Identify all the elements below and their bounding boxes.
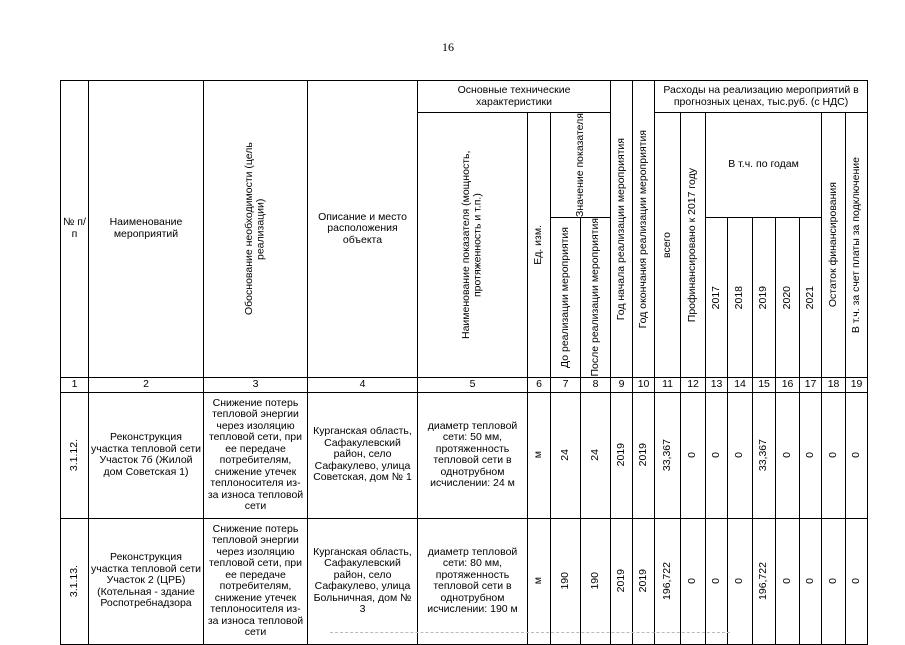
row-name: Реконструкция участка тепловой сети Участок 7б (Жилой дом Советская 1) [89, 392, 204, 518]
th-tech-group: Основные технические характеристики [418, 81, 611, 113]
row-year-end: 2019 [633, 392, 655, 518]
measures-table [60, 80, 868, 645]
row-2018: 0 [728, 392, 753, 518]
col-number: 12 [681, 377, 706, 392]
col-number: 19 [846, 377, 868, 392]
th-2018: 2018 [728, 217, 753, 377]
table-row [61, 392, 868, 518]
col-number: 15 [753, 377, 776, 392]
th-value-group: Значение показателя [551, 113, 611, 218]
col-number: 16 [776, 377, 800, 392]
page-bottom-rule [330, 632, 730, 634]
col-number: 9 [611, 377, 633, 392]
row-justification: Снижение потерь тепловой энергии через изоляцию тепловой сети, при ее передаче потребителям, снижение утечек теплоносителя из-за износа тепловой сети [204, 518, 308, 644]
th-year-end: Год окончания реализации мероприятия [633, 81, 655, 378]
row-remainder: 0 [822, 518, 846, 644]
row-2020: 0 [776, 518, 800, 644]
row-before: 190 [551, 518, 581, 644]
col-number: 2 [89, 377, 204, 392]
th-2019: 2019 [753, 217, 776, 377]
row-financed: 0 [681, 392, 706, 518]
row-2018: 0 [728, 518, 753, 644]
th-unit: Ед. изм. [528, 113, 551, 378]
row-name: Реконструкция участка тепловой сети Участок 2 (ЦРБ) (Котельная - здание Роспотребнадзора [89, 518, 204, 644]
row-justification: Снижение потерь тепловой энергии через изоляцию тепловой сети, при ее передаче потребителям, снижение утечек теплоносителя из-за износа тепловой сети [204, 392, 308, 518]
page-number: 16 [442, 40, 454, 54]
row-after: 24 [581, 392, 611, 518]
th-2020: 2020 [776, 217, 800, 377]
row-total: 33,367 [655, 392, 681, 518]
col-number: 10 [633, 377, 655, 392]
row-year-start: 2019 [611, 518, 633, 644]
row-no: 3.1.13. [61, 518, 89, 644]
row-2019: 33,367 [753, 392, 776, 518]
th-by-years: В т.ч. по годам [706, 113, 822, 218]
th-remainder: Остаток финансирования [822, 113, 846, 378]
th-before: До реализации мероприятия [551, 217, 581, 377]
row-total: 196,722 [655, 518, 681, 644]
table-row [61, 518, 868, 644]
row-connection-fee: 0 [846, 392, 868, 518]
row-no: 3.1.12. [61, 392, 89, 518]
row-connection-fee: 0 [846, 518, 868, 644]
row-2017: 0 [706, 518, 728, 644]
col-number: 8 [581, 377, 611, 392]
col-number: 1 [61, 377, 89, 392]
row-2020: 0 [776, 392, 800, 518]
th-description: Описание и место расположения объекта [308, 81, 418, 378]
col-number: 18 [822, 377, 846, 392]
row-unit: м [528, 518, 551, 644]
row-2021: 0 [800, 392, 822, 518]
row-2021: 0 [800, 518, 822, 644]
th-2021: 2021 [800, 217, 822, 377]
col-number: 11 [655, 377, 681, 392]
th-no: № п/п [61, 81, 89, 378]
row-after: 190 [581, 518, 611, 644]
row-description: Курганская область, Сафакулевский район, село Сафакулево, улица Советская, дом № 1 [308, 392, 418, 518]
th-after: После реализации мероприятия [581, 217, 611, 377]
th-connection-fee: В т.ч. за счет платы за подключение [846, 113, 868, 378]
col-number: 6 [528, 377, 551, 392]
row-2017: 0 [706, 392, 728, 518]
row-before: 24 [551, 392, 581, 518]
row-indicator: диаметр тепловой сети: 50 мм, протяженность тепловой сети в однотрубном исчислении: 24 м [418, 392, 528, 518]
th-justification: Обоснование необходимости (цель реализации) [204, 81, 308, 378]
col-number: 13 [706, 377, 728, 392]
row-2019: 196,722 [753, 518, 776, 644]
th-name: Наименование мероприятий [89, 81, 204, 378]
row-financed: 0 [681, 518, 706, 644]
column-numbers-row [61, 377, 868, 392]
row-unit: м [528, 392, 551, 518]
col-number: 5 [418, 377, 528, 392]
th-cost-group: Расходы на реализацию мероприятий в прогнозных ценах, тыс.руб. (с НДС) [655, 81, 868, 113]
col-number: 3 [204, 377, 308, 392]
header-row-1 [61, 81, 868, 113]
row-description: Курганская область, Сафакулевский район, село Сафакулево, улица Больничная, дом № 3 [308, 518, 418, 644]
row-year-end: 2019 [633, 518, 655, 644]
row-indicator: диаметр тепловой сети: 80 мм, протяженность тепловой сети в однотрубном исчислении: 190 м [418, 518, 528, 644]
col-number: 7 [551, 377, 581, 392]
col-number: 17 [800, 377, 822, 392]
col-number: 14 [728, 377, 753, 392]
th-2017: 2017 [706, 217, 728, 377]
th-indicator-name: Наименование показателя (мощность, протяженность и т.п.) [418, 113, 528, 378]
th-year-start: Год начала реализации мероприятия [611, 81, 633, 378]
row-remainder: 0 [822, 392, 846, 518]
th-total: всего [655, 113, 681, 378]
col-number: 4 [308, 377, 418, 392]
th-financed: Профинансировано к 2017 году [681, 113, 706, 378]
row-year-start: 2019 [611, 392, 633, 518]
